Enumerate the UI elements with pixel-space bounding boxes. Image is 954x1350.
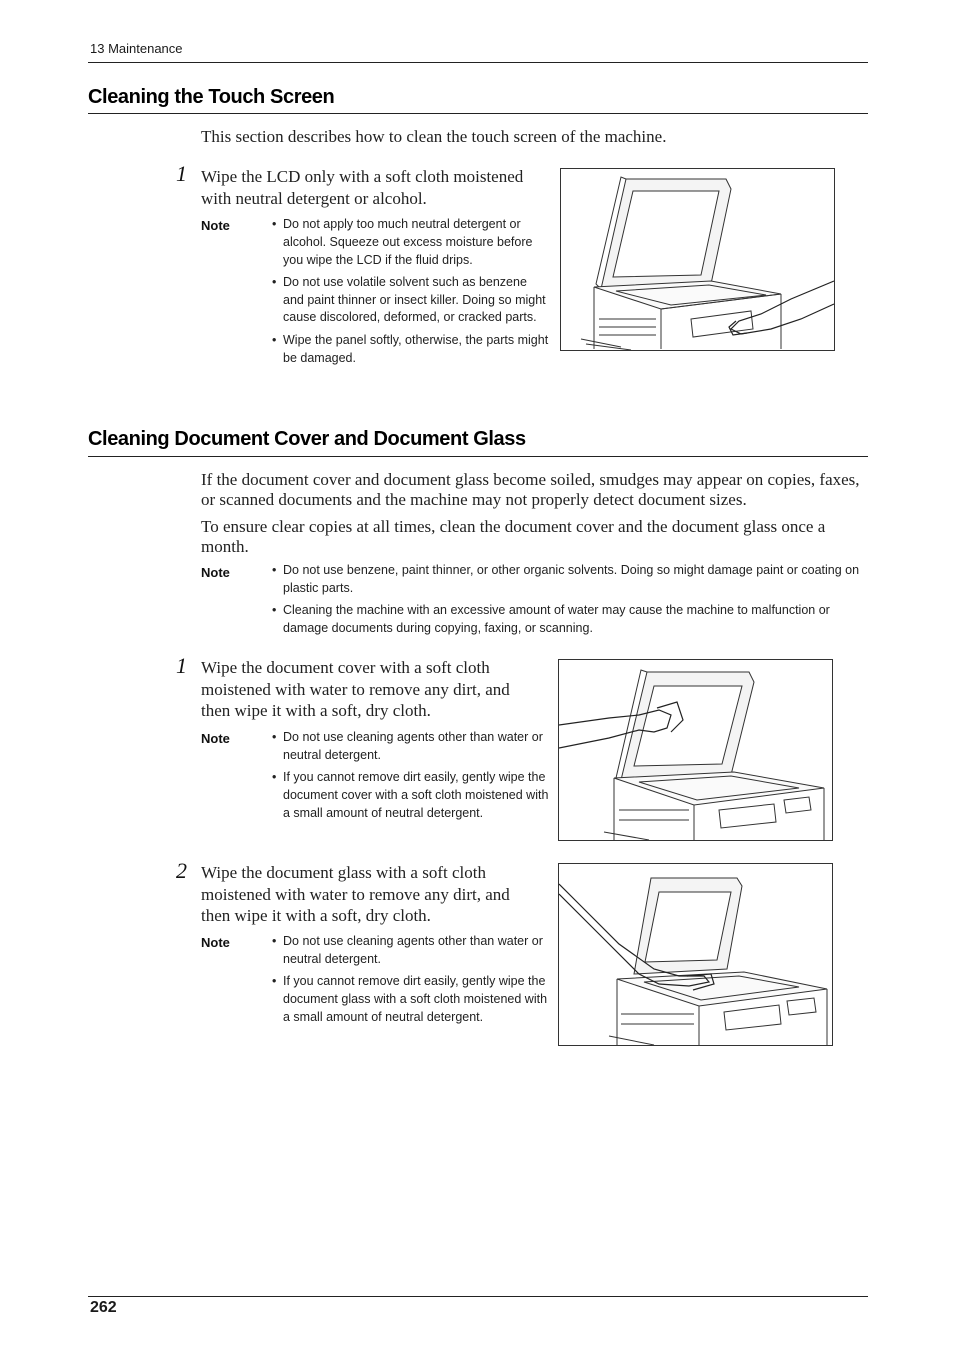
note-item: • Do not use volatile solvent such as benzene and paint thinner or insect killer. Doing so might cause discolored, deformed, or cracked parts. <box>272 274 550 327</box>
copier-illustration-icon <box>559 864 832 1045</box>
footer-rule <box>88 1296 868 1297</box>
chapter-header: 13 Maintenance <box>90 41 183 56</box>
section-paragraph: If the document cover and document glass become soiled, smudges may appear on copies, faxes, or scanned documents and the machine may not properly detect document sizes. <box>201 470 860 509</box>
step-text <box>201 166 551 210</box>
step-text: Wipe the document cover with a soft cloth moistened with water to remove any dirt, and then wipe it with a soft, dry cloth. <box>201 658 510 721</box>
note-list <box>272 562 867 642</box>
section-title-document-cover: Cleaning Document Cover and Document Glass <box>88 428 526 450</box>
note-item: • Do not use cleaning agents other than water or neutral detergent. <box>272 933 550 969</box>
note-item: • Do not apply too much neutral detergent or alcohol. Squeeze out excess moisture before you wipe the LCD if the fluid drips. <box>272 216 550 269</box>
copier-illustration-icon <box>559 660 832 840</box>
note-label: Note <box>201 218 230 233</box>
note-label: Note <box>201 731 230 746</box>
section-title-touch-screen: Cleaning the Touch Screen <box>88 86 335 108</box>
illustration-document-glass <box>558 863 833 1046</box>
step-text-line: Wipe the LCD only with a soft cloth moistened <box>201 167 524 186</box>
step-number: 1 <box>176 161 187 186</box>
step-text-line: with neutral detergent or alcohol. <box>201 189 427 208</box>
note-list <box>272 729 550 827</box>
section-intro: This section describes how to clean the touch screen of the machine. <box>201 127 667 146</box>
note-item: • If you cannot remove dirt easily, gently wipe the document glass with a soft cloth moistened with a small amount of neutral detergent. <box>272 973 550 1026</box>
copier-illustration-icon <box>561 169 834 350</box>
step-text: Wipe the document glass with a soft cloth moistened with water to remove any dirt, and then wipe it with a soft, dry cloth. <box>201 863 510 926</box>
header-rule <box>88 62 868 63</box>
note-label: Note <box>201 935 230 950</box>
step-number: 2 <box>176 858 187 883</box>
note-item: • Do not use benzene, paint thinner, or other organic solvents. Doing so might damage paint or coating on plastic parts. <box>272 562 867 598</box>
note-list <box>272 933 550 1031</box>
note-item: • If you cannot remove dirt easily, gently wipe the document cover with a soft cloth moistened with a small amount of neutral detergent. <box>272 769 550 822</box>
note-item: • Wipe the panel softly, otherwise, the parts might be damaged. <box>272 332 550 368</box>
section-paragraph: To ensure clear copies at all times, clean the document cover and the document glass once a month. <box>201 517 826 556</box>
step-number: 1 <box>176 653 187 678</box>
note-item: • Cleaning the machine with an excessive amount of water may cause the machine to malfunction or damage documents during copying, faxing, or scanning. <box>272 602 867 638</box>
illustration-document-cover <box>558 659 833 841</box>
note-item: • Do not use cleaning agents other than water or neutral detergent. <box>272 729 550 765</box>
note-list <box>272 216 550 372</box>
section-rule <box>88 456 868 457</box>
illustration-touch-screen <box>560 168 835 351</box>
page-number: 262 <box>90 1299 117 1316</box>
section-rule <box>88 113 868 114</box>
note-label: Note <box>201 565 230 580</box>
